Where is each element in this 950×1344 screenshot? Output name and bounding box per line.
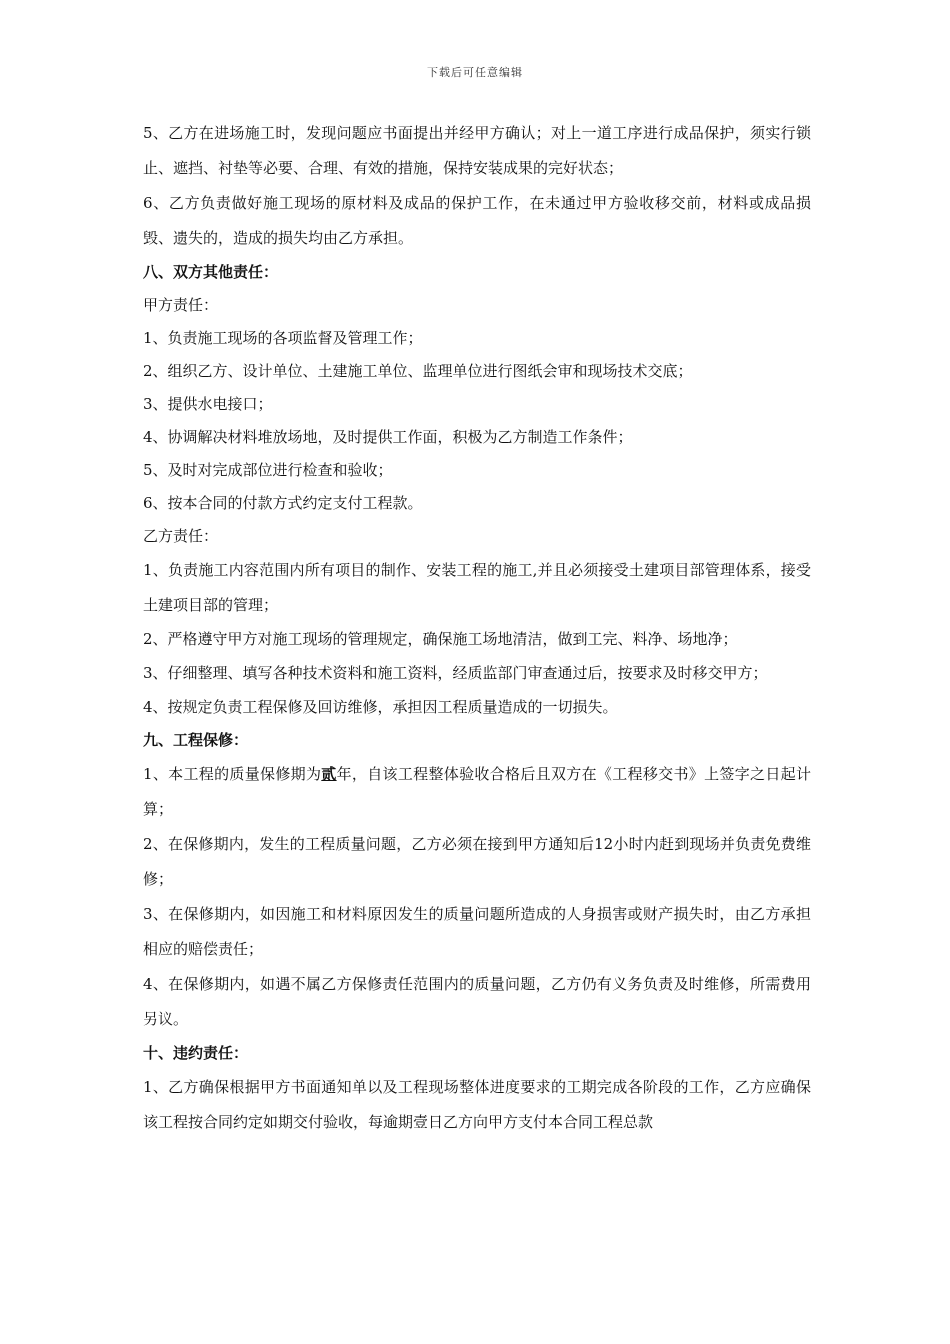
party-a-item-1: 1、负责施工现场的各项监督及管理工作； [143, 329, 423, 347]
party-b-item-2: 2、严格遵守甲方对施工现场的管理规定，确保施工场地清洁，做到工完、料净、场地净； [143, 630, 738, 648]
warranty-item-3: 3、在保修期内，如因施工和材料原因发生的质量问题所造成的人身损害或财产损失时，由乙方承担相应的赔偿责任； [143, 905, 811, 958]
party-a-item-4: 4、协调解决材料堆放场地，及时提供工作面，积极为乙方制造工作条件； [143, 428, 633, 446]
party-b-item-3: 3、仔细整理、填写各种技术资料和施工资料，经质监部门审查通过后，按要求及时移交甲方； [143, 664, 768, 682]
party-a-item-6: 6、按本合同的付款方式约定支付工程款。 [143, 494, 423, 512]
party-a-title: 甲方责任： [143, 296, 219, 314]
page-header: 下载后可任意编辑 [427, 66, 523, 79]
warranty-item-2: 2、在保修期内，发生的工程质量问题，乙方必须在接到甲方通知后12小时内赶到现场并负责免费维修； [143, 835, 811, 888]
party-a-item-2: 2、组织乙方、设计单位、土建施工单位、监理单位进行图纸会审和现场技术交底； [143, 362, 693, 380]
clause-7-5: 5、乙方在进场施工时，发现问题应书面提出并经甲方确认；对上一道工序进行成品保护，须实行锁止、遮挡、衬垫等必要、合理、有效的措施，保持安装成果的完好状态； [143, 124, 811, 177]
section-10-heading: 十、违约责任： [143, 1044, 249, 1062]
warranty-item-1-pre: 1、本工程的质量保修期为 [143, 765, 322, 783]
warranty-years: 贰 [321, 765, 337, 783]
warranty-item-4: 4、在保修期内，如遇不属乙方保修责任范围内的质量问题，乙方仍有义务负责及时维修，所需费用另议。 [143, 975, 811, 1028]
section-8-heading: 八、双方其他责任： [143, 263, 279, 281]
warranty-item-1 [143, 757, 811, 827]
clause-7-6: 6、乙方负责做好施工现场的原材料及成品的保护工作，在未通过甲方验收移交前，材料或成品损毁、遗失的，造成的损失均由乙方承担。 [143, 194, 811, 247]
party-a-item-3: 3、提供水电接口； [143, 395, 273, 413]
party-b-item-1: 1、负责施工内容范围内所有项目的制作、安装工程的施工,并且必须接受土建项目部管理体系，接受土建项目部的管理； [143, 561, 811, 614]
document-body [143, 116, 811, 1140]
party-a-item-5: 5、及时对完成部位进行检查和验收； [143, 461, 393, 479]
warranty-item-1-post: 年，自该工程整体验收合格后且双方在《工程移交书》上签字之日起计算； [143, 765, 811, 818]
breach-item-1: 1、乙方确保根据甲方书面通知单以及工程现场整体进度要求的工期完成各阶段的工作，乙方应确保该工程按合同约定如期交付验收，每逾期壹日乙方向甲方支付本合同工程总款 [143, 1078, 811, 1131]
party-b-item-4: 4、按规定负责工程保修及回访维修，承担因工程质量造成的一切损失。 [143, 698, 618, 716]
party-b-title: 乙方责任： [143, 527, 219, 545]
section-9-heading: 九、工程保修： [143, 731, 249, 749]
